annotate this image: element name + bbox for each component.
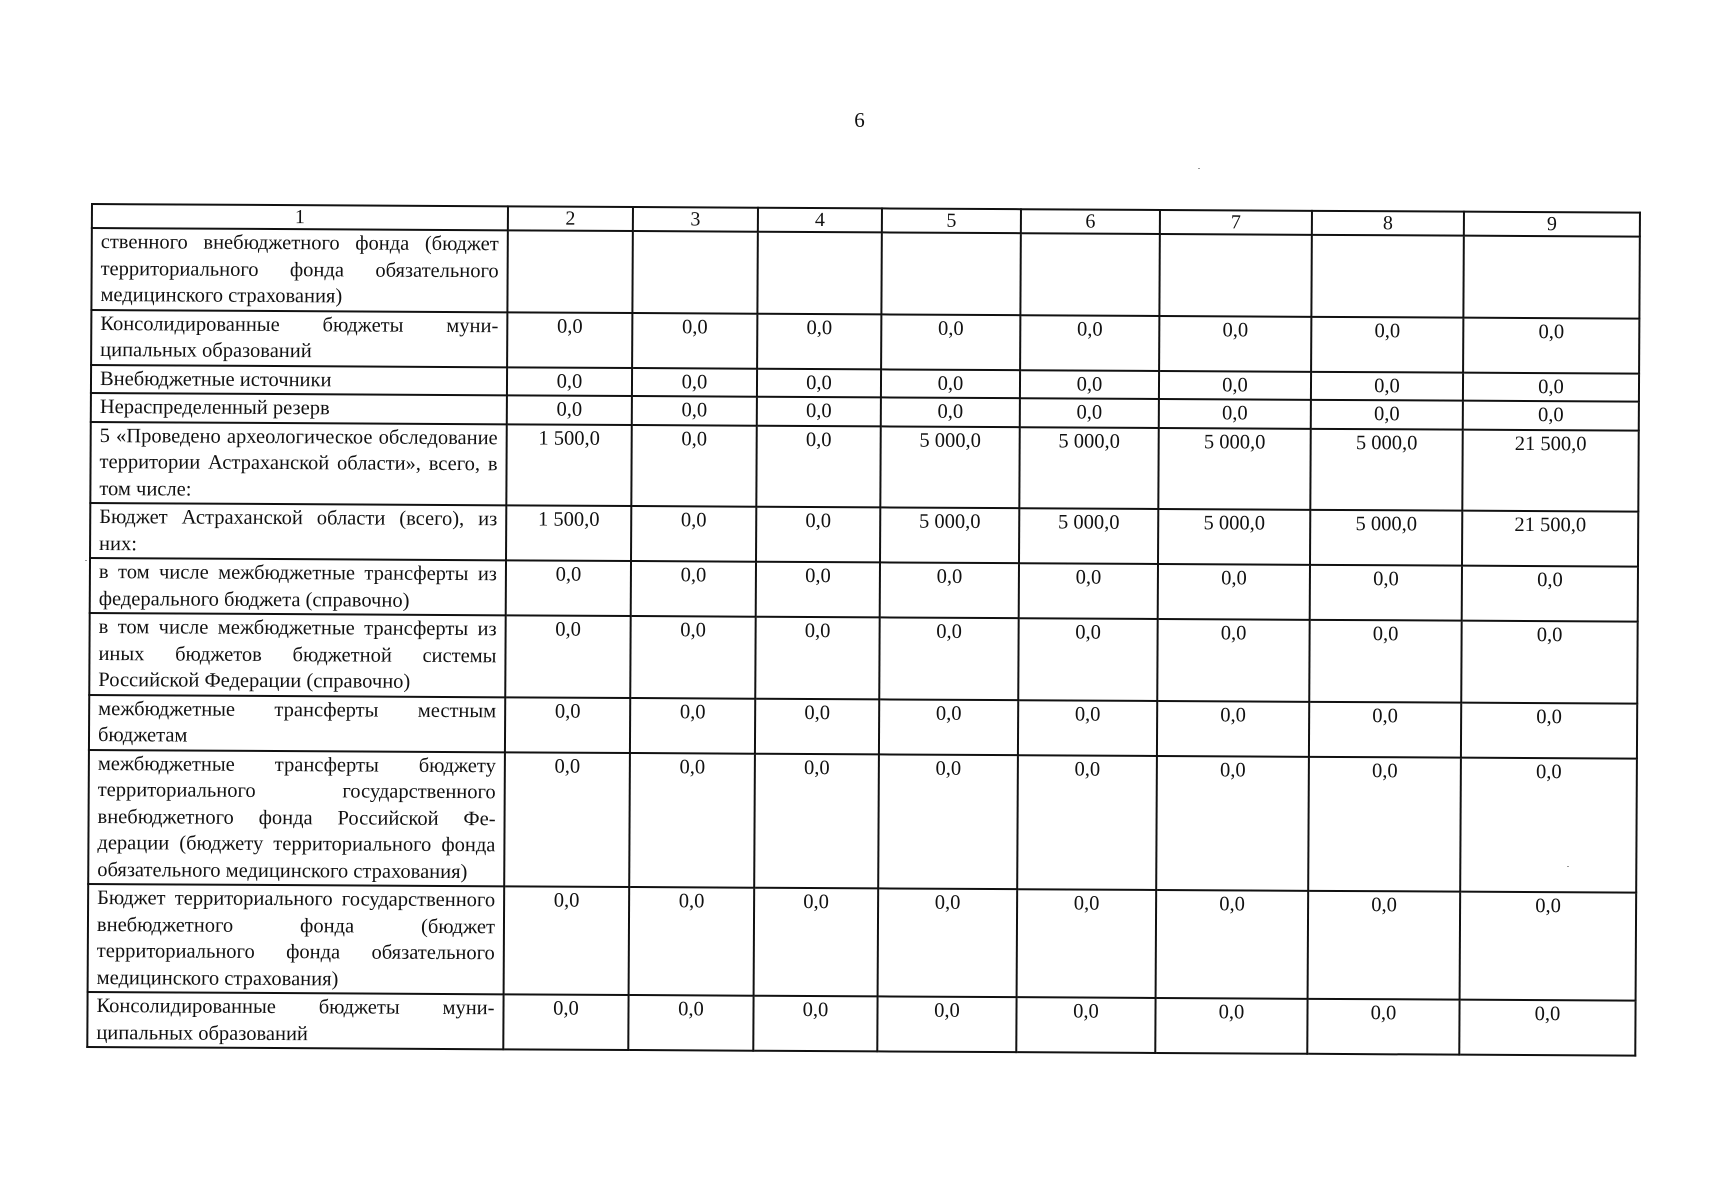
value-cell: 0,0 (757, 368, 881, 397)
value-cell: 0,0 (507, 367, 632, 396)
value-cell: 0,0 (881, 397, 1020, 426)
value-cell: 0,0 (1308, 756, 1461, 891)
value-cell (757, 232, 881, 314)
value-cell (881, 232, 1020, 314)
value-cell: 0,0 (756, 507, 880, 563)
value-cell: 0,0 (756, 562, 880, 618)
value-cell: 0,0 (1462, 566, 1638, 622)
row-label: Бюджет территориального государственного внебюджетного фонда (бюджет территориального фонда обязательного медицинского страхования) (88, 884, 505, 994)
value-cell: 5 000,0 (1310, 510, 1462, 566)
value-cell: 0,0 (1020, 370, 1159, 399)
value-cell: 0,0 (632, 396, 757, 425)
row-label: Консолидированные бюджеты муниципальных образований (87, 992, 503, 1049)
value-cell: 0,0 (505, 615, 630, 697)
table-body (87, 204, 1640, 1056)
value-cell: 5 000,0 (1310, 428, 1462, 510)
value-cell: 0,0 (629, 887, 755, 996)
table-row (90, 503, 1638, 567)
value-cell (507, 230, 632, 312)
table-row (90, 558, 1638, 622)
value-cell: 0,0 (507, 395, 632, 424)
value-cell: 0,0 (1020, 315, 1159, 371)
value-cell: 0,0 (1159, 399, 1311, 428)
budget-table-container (86, 203, 1639, 1057)
column-header: 3 (633, 207, 758, 232)
value-cell: 0,0 (1157, 700, 1309, 756)
column-header: 4 (758, 208, 882, 233)
table-row (89, 613, 1637, 703)
value-cell (1463, 236, 1639, 318)
value-cell: 0,0 (629, 753, 755, 888)
scan-speck (1198, 168, 1200, 169)
row-label: ственного внебюджетного фонда (бюджет территориального фонда обязательного медицинского страхования) (91, 228, 507, 312)
value-cell: 0,0 (878, 888, 1018, 997)
value-cell: 0,0 (756, 425, 880, 507)
value-cell: 0,0 (1159, 315, 1311, 371)
value-cell: 0,0 (1460, 892, 1637, 1001)
value-cell: 0,0 (1308, 891, 1461, 1000)
value-cell: 0,0 (1460, 757, 1637, 892)
column-header: 7 (1160, 210, 1312, 235)
value-cell: 0,0 (754, 753, 879, 888)
value-cell: 0,0 (631, 561, 756, 617)
table-row (89, 694, 1637, 758)
value-cell: 0,0 (881, 314, 1020, 370)
row-label: Консолидированные бюджеты муниципальных образований (91, 310, 507, 367)
value-cell: 5 000,0 (880, 507, 1019, 563)
table-row (87, 992, 1635, 1056)
column-header: 2 (508, 206, 633, 231)
value-cell: 0,0 (1311, 371, 1463, 400)
scan-speck (1567, 866, 1569, 867)
value-cell: 0,0 (755, 617, 879, 699)
value-cell: 0,0 (1309, 701, 1461, 757)
row-label: в том числе межбюджетные трансферты из иных бюджетов бюджетной системы Российской Федерации (справочно) (89, 613, 505, 697)
value-cell: 0,0 (1459, 1000, 1635, 1056)
value-cell: 0,0 (632, 313, 757, 369)
value-cell: 0,0 (1311, 316, 1463, 372)
value-cell: 0,0 (1157, 619, 1309, 701)
value-cell: 0,0 (1156, 890, 1309, 999)
value-cell: 0,0 (753, 996, 877, 1052)
column-header: 8 (1312, 211, 1464, 236)
value-cell: 0,0 (1159, 370, 1311, 399)
value-cell: 0,0 (878, 754, 1018, 889)
value-cell (1159, 234, 1311, 316)
table-row (88, 749, 1637, 892)
row-label: межбюджетные трансферты бюджету территориального государственного внебюджетного фонда Российской Федерации (бюджету территориального фонда обязательного медицинского страхования) (88, 749, 505, 886)
value-cell: 0,0 (1311, 400, 1463, 429)
value-cell: 0,0 (1461, 702, 1637, 758)
value-cell: 5 000,0 (1158, 427, 1310, 509)
value-cell: 21 500,0 (1462, 429, 1638, 511)
value-cell: 0,0 (1016, 997, 1155, 1053)
value-cell: 0,0 (506, 560, 631, 616)
value-cell: 21 500,0 (1462, 511, 1638, 567)
row-label: 5 «Проведено археологическое обследование территории Астраханской области», всего, в том числе: (90, 422, 506, 506)
value-cell: 0,0 (1461, 621, 1637, 703)
value-cell: 0,0 (877, 996, 1016, 1052)
value-cell: 5 000,0 (1158, 509, 1310, 565)
page-number: 6 (854, 108, 865, 132)
value-cell: 0,0 (757, 397, 881, 426)
row-label: Бюджет Астраханской области (всего), из них: (90, 503, 506, 560)
value-cell: 0,0 (879, 699, 1018, 755)
value-cell: 0,0 (880, 562, 1019, 618)
table-row (90, 422, 1638, 512)
value-cell: 5 000,0 (1019, 508, 1158, 564)
value-cell: 0,0 (1309, 620, 1461, 702)
value-cell: 0,0 (1463, 372, 1639, 401)
value-cell: 0,0 (631, 506, 756, 562)
row-label: Внебюджетные источники (91, 365, 507, 396)
value-cell: 0,0 (1019, 563, 1158, 619)
value-cell: 0,0 (1158, 564, 1310, 620)
value-cell: 0,0 (754, 888, 879, 997)
value-cell: 0,0 (881, 369, 1020, 398)
value-cell: 0,0 (757, 313, 881, 369)
value-cell: 0,0 (1155, 998, 1307, 1054)
column-header: 6 (1021, 209, 1160, 234)
value-cell: 0,0 (879, 617, 1018, 699)
row-label: межбюджетные трансферты местным бюджетам (89, 694, 505, 751)
value-cell: 0,0 (1018, 700, 1157, 756)
scan-speck (85, 560, 87, 561)
table-row (91, 310, 1639, 374)
value-cell: 0,0 (504, 886, 630, 995)
value-cell: 0,0 (631, 425, 756, 507)
value-cell: 0,0 (1020, 398, 1159, 427)
column-header: 9 (1464, 212, 1640, 237)
value-cell: 0,0 (632, 368, 757, 397)
value-cell: 0,0 (755, 698, 879, 754)
value-cell: 1 500,0 (506, 505, 631, 561)
value-cell: 0,0 (1310, 565, 1462, 621)
value-cell: 0,0 (1307, 999, 1459, 1055)
value-cell: 0,0 (503, 994, 628, 1050)
value-cell: 0,0 (1156, 755, 1309, 890)
value-cell: 0,0 (1017, 889, 1157, 998)
value-cell: 0,0 (630, 616, 755, 698)
value-cell (632, 231, 757, 313)
table-row (91, 228, 1639, 318)
value-cell: 0,0 (504, 752, 630, 887)
table-row (88, 884, 1637, 1001)
budget-table (86, 203, 1641, 1057)
column-header: 1 (92, 204, 508, 230)
row-label: Нераспределенный резерв (91, 393, 507, 424)
value-cell: 0,0 (1463, 317, 1639, 373)
value-cell: 0,0 (1018, 618, 1157, 700)
value-cell (1311, 235, 1463, 317)
value-cell: 0,0 (1017, 755, 1157, 890)
value-cell: 5 000,0 (1019, 427, 1158, 509)
value-cell: 0,0 (630, 698, 755, 754)
value-cell (1020, 233, 1159, 315)
value-cell: 0,0 (1463, 401, 1639, 430)
value-cell: 0,0 (505, 697, 630, 753)
value-cell: 0,0 (507, 312, 632, 368)
column-header: 5 (882, 208, 1021, 233)
value-cell: 0,0 (628, 995, 753, 1051)
value-cell: 1 500,0 (506, 424, 631, 506)
value-cell: 5 000,0 (880, 426, 1019, 508)
row-label: в том числе межбюджетные трансферты из федерального бюджета (справочно) (90, 558, 506, 615)
